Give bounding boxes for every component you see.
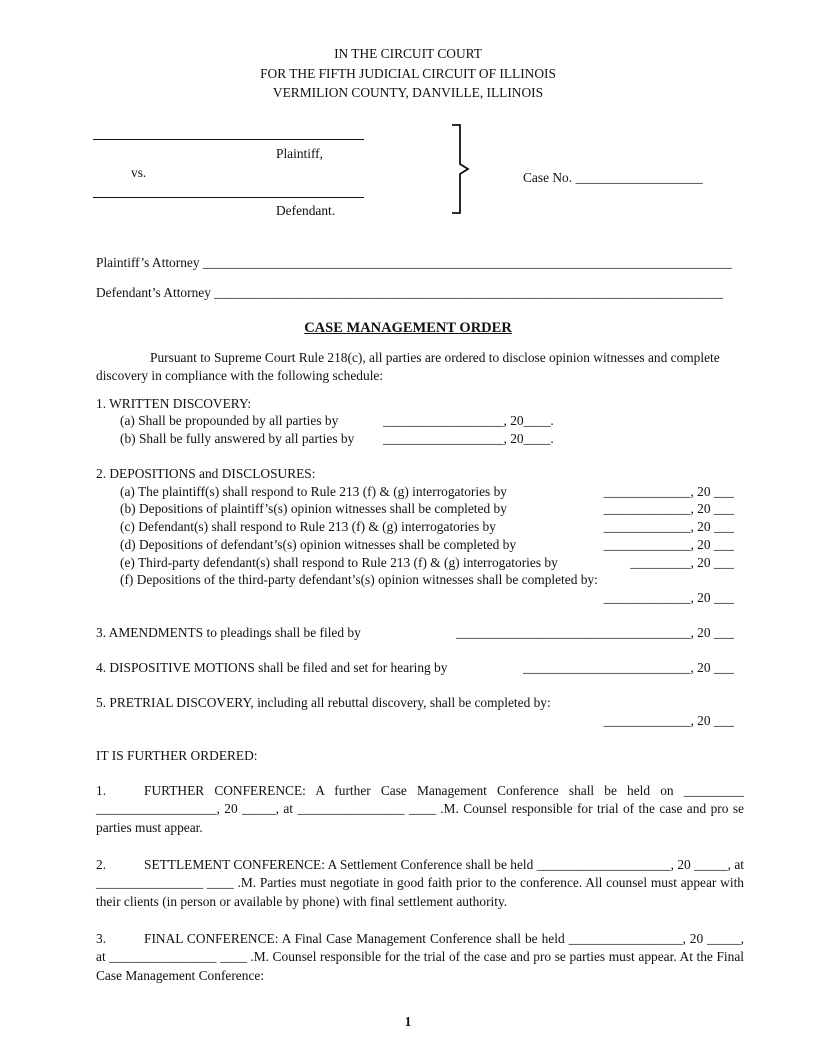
section-2e-date[interactable]: _________, 20 ___ (630, 555, 734, 570)
court-header-line2: FOR THE FIFTH JUDICIAL CIRCUIT OF ILLINOIS (260, 66, 556, 81)
court-header-line3: VERMILION COUNTY, DANVILLE, ILLINOIS (272, 85, 544, 100)
plaintiff-name-line[interactable] (93, 139, 364, 140)
intro-paragraph: Pursuant to Supreme Court Rule 218(c), all parties are ordered to disclose opinion witnesses and complete discovery in compliance with the following schedule: (96, 350, 720, 384)
section-1b-date[interactable]: __________________, 20____. (383, 431, 554, 446)
section-2f-date[interactable]: _____________, 20 ___ (603, 590, 734, 605)
section-2f-text: (f) Depositions of the third-party defendant’s(s) opinion witnesses shall be completed by: (120, 572, 598, 587)
section-2a-date[interactable]: _____________, 20 ___ (603, 484, 734, 499)
section-5-date[interactable]: _____________, 20 ___ (603, 713, 734, 728)
section-3-text: 3. AMENDMENTS to pleadings shall be filed by (96, 625, 361, 640)
document-title: CASE MANAGEMENT ORDER (304, 320, 512, 336)
section-2b-text: (b) Depositions of plaintiff’s(s) opinion witnesses shall be completed by (120, 501, 507, 516)
section-2c-date[interactable]: _____________, 20 ___ (603, 519, 734, 534)
section-2e-text: (e) Third-party defendant(s) shall respond to Rule 213 (f) & (g) interrogatories by (120, 555, 558, 570)
section-2c-text: (c) Defendant(s) shall respond to Rule 213 (f) & (g) interrogatories by (120, 519, 496, 534)
vs-label: vs. (131, 165, 147, 180)
section-2a-text: (a) The plaintiff(s) shall respond to Rule 213 (f) & (g) interrogatories by (120, 484, 507, 499)
defendant-name-line[interactable] (93, 197, 364, 198)
section-4-date[interactable]: _________________________, 20 ___ (523, 660, 734, 675)
court-header-line1: IN THE CIRCUIT COURT (334, 46, 482, 61)
section-5-text: 5. PRETRIAL DISCOVERY, including all rebuttal discovery, shall be completed by: (96, 695, 551, 710)
section-1b-text: (b) Shall be fully answered by all parties by (120, 431, 355, 446)
section-1a-date[interactable]: __________________, 20____. (383, 413, 554, 428)
section-1a-text: (a) Shall be propounded by all parties by (120, 413, 339, 428)
case-number-field[interactable]: Case No. ___________________ (523, 170, 703, 185)
section-3-date[interactable]: ___________________________________, 20 ___ (456, 625, 734, 640)
plaintiff-attorney-field[interactable]: Plaintiff’s Attorney _______________________________________________________________________________ (96, 255, 732, 270)
caption-bracket-icon (446, 122, 476, 216)
defendant-label: Defendant. (276, 203, 336, 218)
further-ordered-heading: IT IS FURTHER ORDERED: (96, 748, 258, 763)
settlement-conference-paragraph: SETTLEMENT CONFERENCE: A Settlement Conference shall be held ____________________, 20 _____, at ________________ ____ .M. Parties must negotiate in good faith prior to the conference. All counsel must appear with their clients (in person or available by phone) with final settlement authority. (96, 857, 744, 909)
final-conference-number: 3. (96, 931, 107, 946)
section-2d-date[interactable]: _____________, 20 ___ (603, 537, 734, 552)
plaintiff-label: Plaintiff, (276, 146, 323, 161)
further-conference-paragraph: FURTHER CONFERENCE: A further Case Management Conference shall be held on _________ __________________, 20 _____, at ________________ ____ .M. Counsel responsible for trial of the case and pro se parties must appear. (96, 783, 744, 835)
defendant-attorney-field[interactable]: Defendant’s Attorney ____________________________________________________________________________ (96, 285, 724, 300)
section-4-text: 4. DISPOSITIVE MOTIONS shall be filed and set for hearing by (96, 660, 448, 675)
section-1-heading: 1. WRITTEN DISCOVERY: (96, 396, 252, 411)
further-conference-number: 1. (96, 783, 107, 798)
section-2-heading: 2. DEPOSITIONS and DISCLOSURES: (96, 466, 316, 481)
section-2b-date[interactable]: _____________, 20 ___ (603, 501, 734, 516)
section-2d-text: (d) Depositions of defendant’s(s) opinion witnesses shall be completed by (120, 537, 517, 552)
settlement-conference-number: 2. (96, 857, 107, 872)
page-number: 1 (404, 1014, 412, 1029)
final-conference-paragraph: FINAL CONFERENCE: A Final Case Management Conference shall be held _________________, 20 _____, at ________________ ____ .M. Counsel responsible for the trial of the case and pro se parties must appear. At the Final Case Management Conference: (96, 931, 744, 983)
